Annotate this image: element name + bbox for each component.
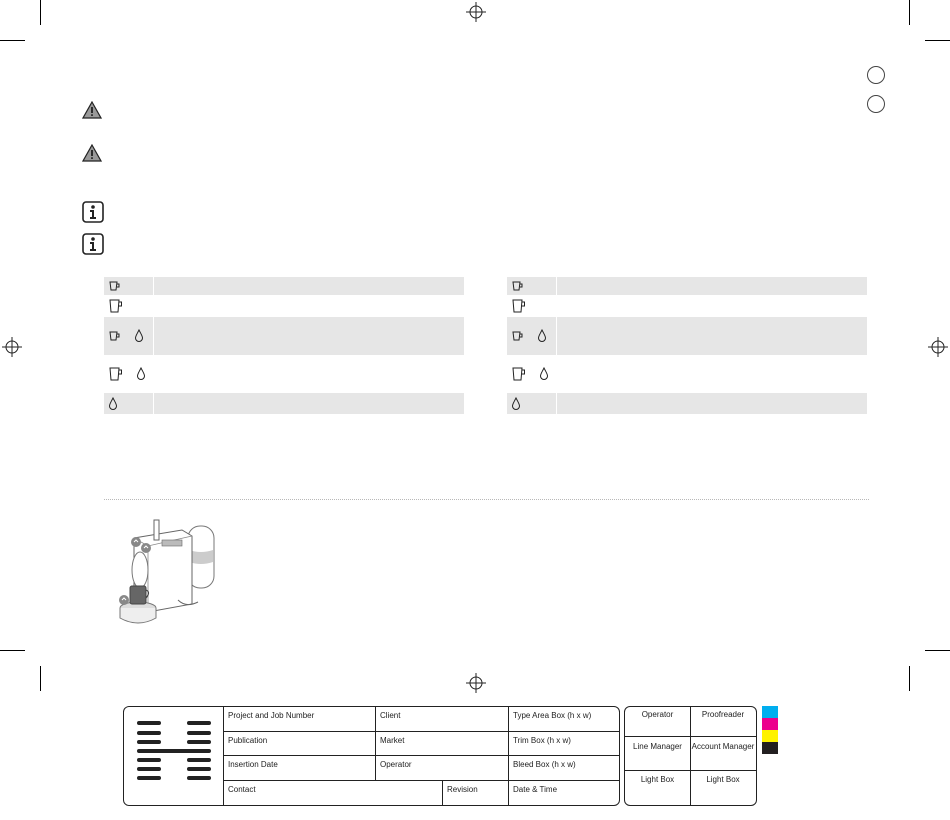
lungo-cup-icon bbox=[108, 298, 124, 314]
logo-bar bbox=[187, 740, 211, 744]
table-row bbox=[104, 393, 464, 414]
job-info-slug bbox=[123, 706, 620, 806]
lungo-cup-icon bbox=[511, 298, 527, 314]
registration-mark-icon bbox=[2, 337, 22, 357]
water-drop-icon bbox=[136, 367, 146, 381]
project-job-number-label: Project and Job Number bbox=[228, 711, 315, 720]
revision-label: Revision bbox=[447, 785, 478, 794]
logo-bar bbox=[137, 749, 211, 753]
crop-mark bbox=[40, 0, 41, 25]
table-row bbox=[507, 317, 867, 355]
market-label: Market bbox=[380, 736, 405, 745]
logo-bar bbox=[187, 767, 211, 771]
operator-approval-label: Operator bbox=[641, 710, 674, 719]
water-drop-icon bbox=[539, 367, 549, 381]
registration-mark-icon bbox=[466, 2, 486, 22]
crop-mark bbox=[0, 650, 25, 651]
lungo-cup-icon bbox=[108, 366, 124, 382]
trim-box-label: Trim Box (h x w) bbox=[513, 736, 571, 745]
table-row bbox=[507, 277, 867, 295]
lungo-cup-icon bbox=[511, 366, 527, 382]
warning-triangle-icon bbox=[82, 101, 102, 119]
account-manager-label: Account Manager bbox=[691, 742, 755, 751]
date-time-label: Date & Time bbox=[513, 785, 558, 794]
empty-circle-icon bbox=[867, 95, 885, 113]
espresso-cup-icon bbox=[108, 330, 122, 342]
proofreader-label: Proofreader bbox=[701, 710, 745, 719]
info-icon bbox=[82, 201, 104, 223]
approval-slug bbox=[624, 706, 757, 806]
espresso-cup-icon bbox=[511, 330, 525, 342]
table-row bbox=[104, 355, 464, 393]
client-label: Client bbox=[380, 711, 401, 720]
water-drop-icon bbox=[511, 397, 521, 411]
logo-bar bbox=[137, 767, 161, 771]
crop-mark bbox=[925, 40, 950, 41]
table-row bbox=[104, 277, 464, 295]
contact-label: Contact bbox=[228, 785, 256, 794]
registration-mark-icon bbox=[928, 337, 948, 357]
table-row bbox=[507, 295, 867, 317]
crop-mark bbox=[0, 40, 25, 41]
table-row bbox=[104, 317, 464, 355]
logo-bar bbox=[187, 758, 211, 762]
espresso-cup-icon bbox=[108, 280, 122, 292]
parameter-table-right bbox=[507, 277, 867, 414]
type-area-box-label: Type Area Box (h x w) bbox=[513, 711, 592, 720]
water-drop-icon bbox=[134, 329, 144, 343]
crop-mark bbox=[909, 0, 910, 25]
line-manager-label: Line Manager bbox=[633, 742, 682, 751]
warning-triangle-icon bbox=[82, 144, 102, 162]
light-box-label: Light Box bbox=[706, 775, 740, 784]
info-icon bbox=[82, 233, 104, 255]
bleed-box-label: Bleed Box (h x w) bbox=[513, 760, 576, 769]
empty-circle-icon bbox=[867, 66, 885, 84]
espresso-cup-icon bbox=[511, 280, 525, 292]
publication-label: Publication bbox=[228, 736, 268, 745]
logo-bar bbox=[137, 721, 161, 725]
table-row bbox=[104, 295, 464, 317]
insertion-date-label: Insertion Date bbox=[228, 760, 278, 769]
yellow-swatch bbox=[762, 730, 778, 742]
logo-bar bbox=[187, 721, 211, 725]
crop-mark bbox=[925, 650, 950, 651]
crop-mark bbox=[40, 666, 41, 691]
operator-label: Operator bbox=[380, 760, 412, 769]
dotted-separator bbox=[104, 499, 869, 500]
logo-bar bbox=[137, 776, 161, 780]
registration-mark-icon bbox=[466, 673, 486, 693]
logo-bar bbox=[137, 731, 161, 735]
magenta-swatch bbox=[762, 718, 778, 730]
cyan-swatch bbox=[762, 706, 778, 718]
logo-bar bbox=[137, 758, 161, 762]
table-row bbox=[507, 393, 867, 414]
coffee-machine-illustration bbox=[112, 516, 222, 628]
parameter-table-left bbox=[104, 277, 464, 414]
logo-bar bbox=[187, 731, 211, 735]
table-row bbox=[507, 355, 867, 393]
black-swatch bbox=[762, 742, 778, 754]
light-box-label: Light Box bbox=[640, 775, 675, 784]
water-drop-icon bbox=[108, 397, 118, 411]
crop-mark bbox=[909, 666, 910, 691]
logo-bar bbox=[137, 740, 161, 744]
water-drop-icon bbox=[537, 329, 547, 343]
logo-bar bbox=[187, 776, 211, 780]
